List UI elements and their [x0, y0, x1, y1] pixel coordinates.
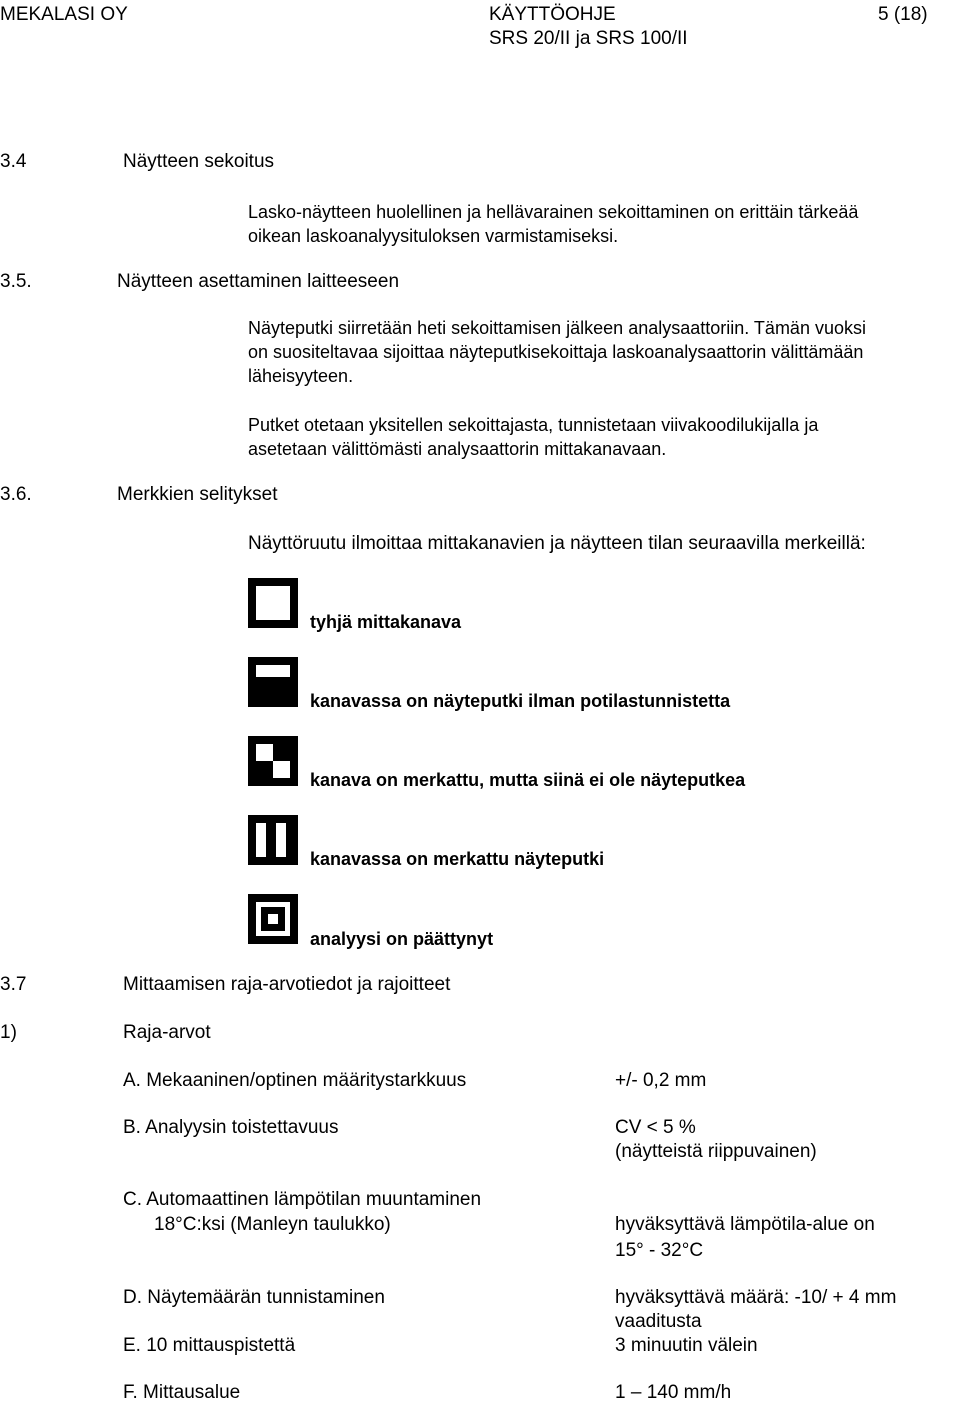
limit-row-e-label: E. 10 mittauspistettä — [123, 1335, 296, 1356]
limit-row-c-label-cont: 18°C:ksi (Manleyn taulukko) — [154, 1214, 391, 1235]
limit-row-a-label: A. Mekaaninen/optinen määritystarkkuus — [123, 1070, 467, 1091]
symbol-label-marked-no-tube: kanava on merkattu, mutta siinä ei ole näyteputkea — [310, 770, 746, 790]
limit-row-b-value: CV < 5 % — [615, 1117, 696, 1138]
limit-row-f-label: F. Mittausalue — [123, 1382, 241, 1403]
subsection-number: 1) — [0, 1022, 17, 1043]
symbols-intro: Näyttöruutu ilmoittaa mittakanavien ja näytteen tilan seuraavilla merkeillä: — [248, 533, 866, 554]
symbol-label-empty: tyhjä mittakanava — [310, 612, 462, 632]
company-name: MEKALASI OY — [0, 4, 128, 25]
symbol-label-analysis-done: analyysi on päättynyt — [310, 929, 494, 949]
limit-row-a-value: +/- 0,2 mm — [615, 1070, 707, 1091]
limit-row-f-value: 1 – 140 mm/h — [615, 1382, 732, 1403]
checkered-square-icon — [248, 736, 298, 786]
limit-row-c-range: 15° - 32°C — [615, 1240, 704, 1261]
subsection-title: Raja-arvot — [123, 1022, 211, 1043]
section-3-4-number: 3.4 — [0, 151, 27, 172]
striped-square-icon — [248, 815, 298, 865]
section-3-4-body: Lasko-näytteen huolellinen ja hellävarainen sekoittaminen on erittäin tärkeää oikean laskoanalyysituloksen varmistamiseksi. — [248, 202, 859, 246]
page-number: 5 (18) — [878, 4, 928, 25]
section-3-5-number: 3.5. — [0, 271, 32, 292]
section-3-5-paragraph-2: Putket otetaan yksitellen sekoittajasta, tunnistetaan viivakoodilukijalla ja asetetaan välittömästi analysaattorin mittakanavaan. — [248, 415, 819, 459]
section-3-6-title: Merkkien selitykset — [117, 484, 278, 505]
empty-square-icon — [248, 578, 298, 628]
limit-row-d-value: hyväksyttävä määrä: -10/ + 4 mm — [615, 1287, 897, 1308]
limit-row-b-note: (näytteistä riippuvainen) — [615, 1141, 817, 1162]
limit-row-e-value: 3 minuutin välein — [615, 1335, 758, 1356]
section-3-5-title: Näytteen asettaminen laitteeseen — [117, 271, 400, 292]
section-3-4-title: Näytteen sekoitus — [123, 151, 275, 172]
document-type: KÄYTTÖOHJE — [489, 4, 616, 25]
limit-row-c-label: C. Automaattinen lämpötilan muuntaminen — [123, 1189, 482, 1210]
product-name: SRS 20/II ja SRS 100/II — [489, 28, 688, 49]
symbol-label-unlabelled-tube: kanavassa on näyteputki ilman potilastunnistetta — [310, 691, 731, 711]
limit-row-b-label: B. Analyysin toistettavuus — [123, 1117, 339, 1138]
limit-row-d-value-cont: vaaditusta — [615, 1311, 702, 1332]
section-3-6-number: 3.6. — [0, 484, 32, 505]
ring-square-icon — [248, 894, 298, 944]
half-filled-square-icon — [248, 657, 298, 707]
symbol-label-marked-tube: kanavassa on merkattu näyteputki — [310, 849, 605, 869]
section-3-7-number: 3.7 — [0, 974, 27, 995]
limit-row-d-label: D. Näytemäärän tunnistaminen — [123, 1287, 385, 1308]
section-3-5-paragraph-1: Näyteputki siirretään heti sekoittamisen jälkeen analysaattoriin. Tämän vuoksi on suositeltavaa sijoittaa näyteputkisekoittaja laskoanalysaattorin välittämään läheisyyteen. — [248, 318, 866, 386]
section-3-7-title: Mittaamisen raja-arvotiedot ja rajoitteet — [123, 974, 451, 995]
limit-row-c-value: hyväksyttävä lämpötila-alue on — [615, 1214, 875, 1235]
